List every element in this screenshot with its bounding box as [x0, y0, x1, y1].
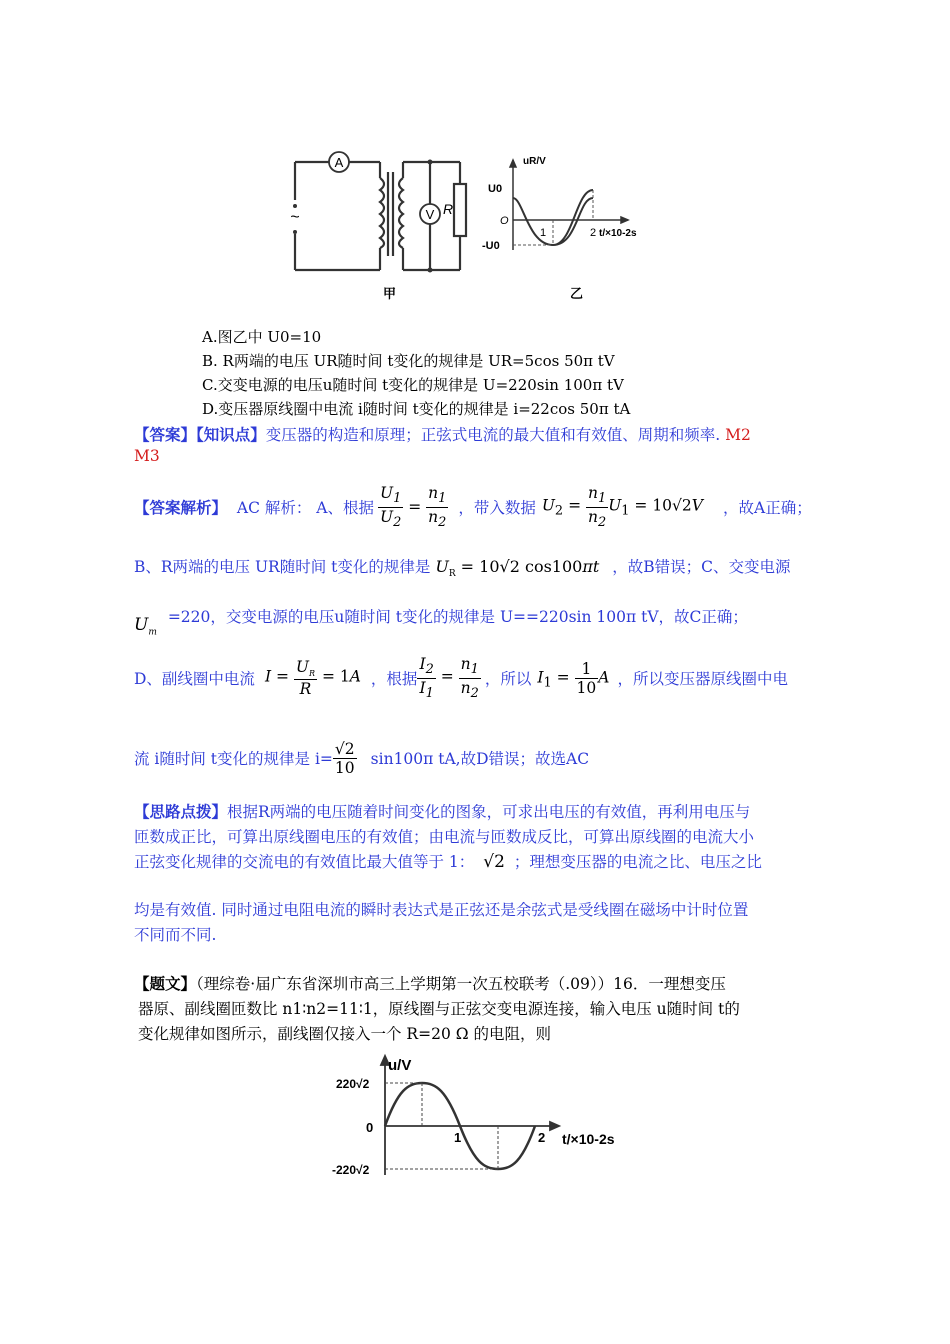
knowledge-tag: 【知识点】 [196, 425, 266, 444]
hint-l3b: ；理想变压器的电流之比、电压之比 [513, 853, 762, 871]
question-l1: （理综卷·届广东省深圳市高三上学期第一次五校联考（.09））16．一理想变压 [196, 975, 726, 993]
question-line-3: 变化规律如图所示，副线圈仅接入一个 R=20 Ω 的电阻，则 [138, 1025, 552, 1043]
answer-tag: 【答案】 [134, 425, 197, 444]
analysis-l4a: D、副线圈中电流 [134, 670, 255, 688]
x-axis-label: t/×10-2s [562, 1131, 615, 1147]
ammeter-label: A [334, 155, 344, 170]
analysis-line-4 [134, 655, 788, 701]
ratio-formula: $\frac{U_1}{U_2}$ [379, 484, 402, 530]
current-ratio: $\frac{I_2}{I_1}$ = $\frac{n_1}{n_2}$ [419, 655, 479, 701]
analysis-l1b: ，带入数据 [458, 499, 536, 517]
analysis-l2a: B、R两端的电压 UR随时间 t变化的规律是 [134, 558, 431, 576]
hint-sqrt2: √2 [483, 852, 505, 872]
voltage-graph-1 [478, 150, 658, 255]
source-label: ~ [290, 209, 300, 226]
u2-equation: $U_2$ = $\frac{n_1}{n_2}$ $U_1 = 10√2V$ [541, 484, 703, 530]
bottom-label: -220√2 [332, 1163, 370, 1177]
analysis-l4d: ，所以变压器原线圈中电 [617, 670, 788, 688]
um-symbol: $U_m$ [134, 615, 157, 638]
tick-1: 1 [454, 1130, 462, 1145]
analysis-line-5 [134, 732, 589, 784]
question-line-1 [134, 972, 726, 994]
origin-label: 0 [366, 1120, 374, 1135]
hint-line-3 [134, 850, 762, 872]
option-c: C.交变电源的电压u随时间 t变化的规律是 U=220sin 100π tV [202, 376, 624, 394]
tick-2: 2 [538, 1130, 546, 1145]
hint-line-5: 不同而不同. [134, 926, 217, 944]
circuit-caption-text: 甲 [383, 287, 397, 302]
analysis-l4c: ，所以 [484, 670, 532, 688]
i1-equation: $I_1$ = $\frac{1}{10}$ A [537, 659, 610, 697]
hint-l1: 根据R两端的电压随着时间变化的图象，可求出电压的有效值，再利用电压与 [227, 803, 751, 821]
analysis-l5a: 流 i随时间 t变化的规律是 i= [134, 750, 333, 768]
question-tag: 【题文】 [134, 974, 197, 993]
graph-caption: 乙 [570, 287, 584, 302]
tick-1: 1 [540, 227, 547, 239]
y-axis-label: u/V [388, 1057, 412, 1074]
analysis-l5b: sin100π tA,故D错误；故选AC [370, 750, 590, 768]
answer-text: 变压器的构造和原理；正弦式电流的最大值和有效值、周期和频率. [265, 426, 721, 444]
u0-label: U0 [488, 183, 503, 195]
hint-line-1 [134, 800, 750, 822]
circuit-diagram [285, 148, 475, 278]
analysis-l2b: ，故B错误；C、交变电源 [612, 558, 791, 576]
analysis-line-3 [134, 605, 748, 638]
option-b: B. R两端的电压 UR随时间 t变化的规律是 UR=5cos 50π tV [202, 352, 615, 370]
resistor-label: R [443, 201, 454, 217]
tick-2: 2 [590, 227, 597, 239]
hint-l3a: 正弦变化规律的交流电的有效值比最大值等于 1： [134, 853, 475, 871]
origin-label: O [500, 215, 509, 227]
voltmeter-label: V [425, 207, 435, 222]
ur-equation: $U_R = 10√2$ cos100πt [435, 557, 600, 580]
hint-tag: 【思路点拨】 [134, 802, 228, 821]
analysis-l1c: ，故A正确； [723, 499, 812, 517]
current-equation: I = $\frac{U_R}{R}$ = 1A [264, 658, 361, 698]
answer-code-2: M3 [134, 447, 160, 465]
analysis-l4b: ，根据 [370, 670, 418, 688]
option-d: D.变压器原线圈中电流 i随时间 t变化的规律是 i=22cos 50π tA [202, 400, 631, 418]
top-label: 220√2 [336, 1077, 370, 1091]
analysis-tag: 【答案解析】 [134, 498, 228, 517]
neg-u0-label: -U0 [482, 240, 500, 252]
question-line-2: 器原、副线圈匝数比 n1∶n2=11∶1，原线圈与正弦交变电源连接，输入电压 u随时间 t的 [138, 1000, 740, 1018]
sqrt2-over-10: $\frac{√2}{10}$ [334, 739, 355, 777]
answer-code-1: M2 [725, 426, 751, 444]
x-axis-label: t/×10-2s [599, 228, 637, 239]
hint-line-2: 匝数成正比，可算出原线圈电压的有效值；由电流与匝数成反比，可算出原线圈的电流大小 [134, 828, 755, 846]
analysis-l3a: =220，交变电源的电压u随时间 t变化的规律是 U==220sin 100π tV，故C正确； [167, 608, 748, 626]
answer-line [134, 423, 751, 445]
hint-line-4: 均是有效值. 同时通过电阻电流的瞬时表达式是正弦还是余弦式是受线圈在磁场中计时位置 [134, 901, 749, 919]
analysis-line-2 [134, 555, 791, 579]
voltage-graph-2 [330, 1050, 650, 1180]
turns-ratio: $\frac{n_1}{n_2}$ [428, 484, 447, 530]
option-a: A.图乙中 U0=10 [202, 328, 322, 346]
y-axis-label: uR/V [523, 156, 546, 167]
analysis-l1a: AC 解析： A、根据 [236, 499, 374, 517]
analysis-line-1: 【答案解析】 AC 解析： A、根据 $\frac{U_1}{U_2}$ = $\frac{n_1}{n_2}$ ，带入数据 $U_2$ = $\frac{n_1}{n_2}$ $U_1 = 10√2V$ ，故A正确； [134, 484, 812, 530]
